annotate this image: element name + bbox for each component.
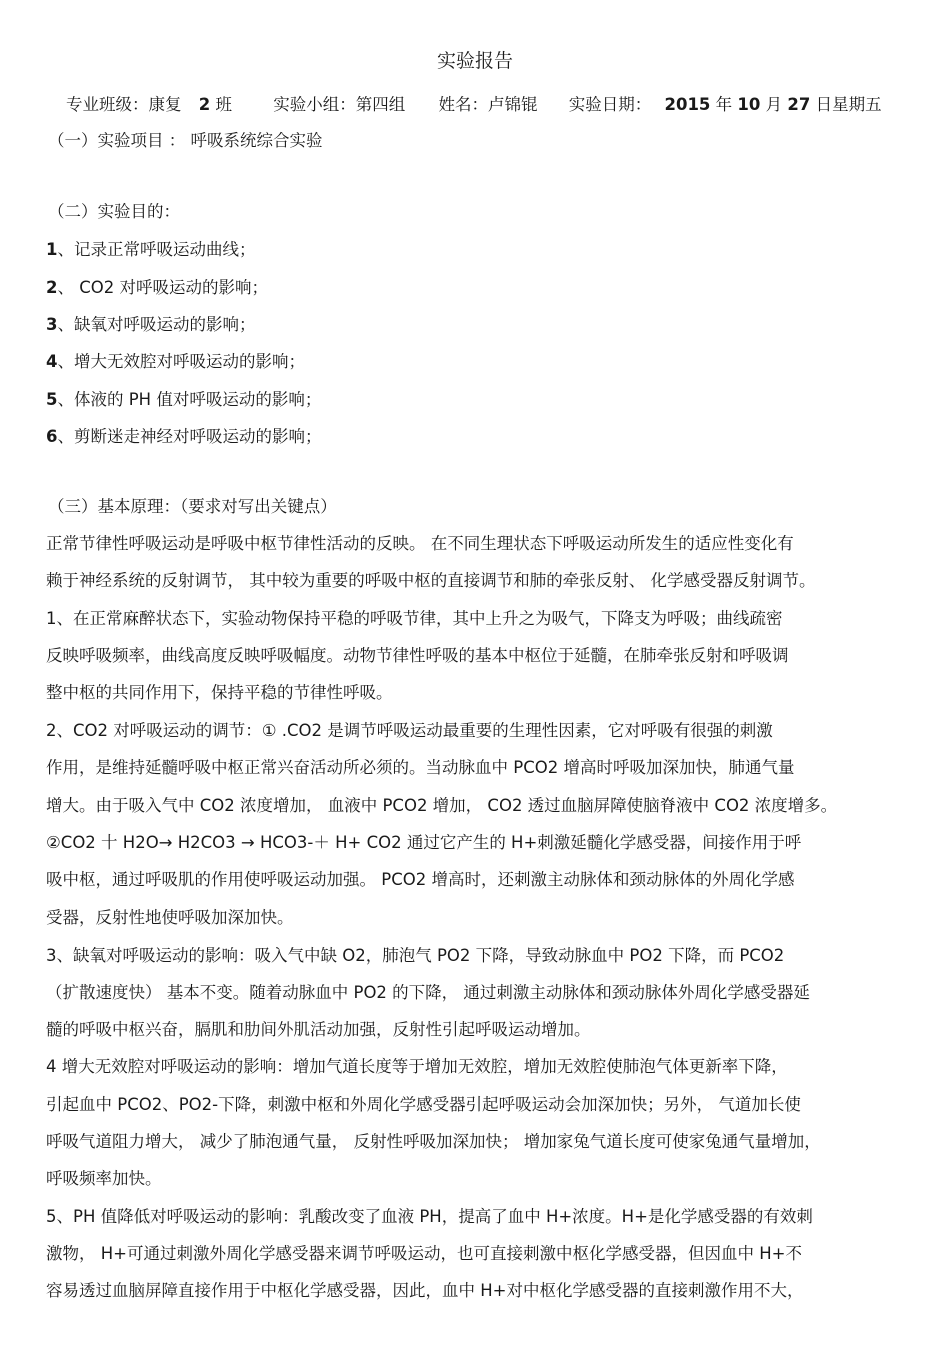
body-line: 髓的呼吸中枢兴奋，膈肌和肋间外肌活动加强，反射性引起呼吸运动增加。	[46, 1020, 591, 1039]
section-heading-project: （一）实验项目 ： 呼吸系统综合实验	[48, 131, 323, 150]
aim-number: 5	[46, 390, 58, 409]
body-line: 吸中枢，通过呼吸肌的作用使呼吸运动加强。 PCO2 增高时，还刺激主动脉体和颈动脉体的外周化学感	[46, 870, 795, 889]
aim-item	[46, 426, 321, 448]
date-label: 实验日期：	[568, 95, 652, 114]
group-label: 实验小组：第四组	[273, 95, 406, 114]
body-line: 激物， H+可通过刺激外周化学感受器来调节呼吸运动，也可直接刺激中枢化学感受器，但因血中 H+不	[46, 1244, 802, 1263]
section-heading-principles: （三）基本原理：（要求对写出关键点）	[48, 497, 337, 516]
date-year: 2015	[664, 95, 711, 114]
date-month-suffix: 月	[765, 95, 783, 114]
body-line: 容易透过血脑屏障直接作用于中枢化学感受器，因此，血中 H+对中枢化学感受器的直接刺激作用不大，	[46, 1281, 804, 1300]
body-line: 呼吸频率加快。	[46, 1169, 162, 1188]
body-line: 反映呼吸频率，曲线高度反映呼吸幅度。动物节律性呼吸的基本中枢位于延髓，在肺牵张反射和呼吸调	[46, 646, 789, 665]
name-label: 姓名：卢锦锟	[438, 95, 538, 114]
aim-text: 、 CO2 对呼吸运动的影响；	[57, 278, 268, 297]
body-line: 受器，反射性地使呼吸加深加快。	[46, 908, 294, 927]
major-class-label: 专业班级：康复	[66, 95, 182, 114]
body-line: 作用，是维持延髓呼吸中枢正常兴奋活动所必须的。当动脉血中 PCO2 增高时呼吸加深加快，肺通气量	[46, 758, 795, 777]
aim-item	[46, 277, 268, 299]
aim-text: 、增大无效腔对呼吸运动的影响；	[57, 352, 305, 371]
body-line: 正常节律性呼吸运动是呼吸中枢节律性活动的反映。 在不同生理状态下呼吸运动所发生的适应性变化有	[46, 534, 794, 553]
body-line: 5、PH 值降低对呼吸运动的影响：乳酸改变了血液 PH，提高了血中 H+浓度。H+是化学感受器的有效刺	[46, 1207, 813, 1226]
class-suffix: 班	[215, 95, 232, 114]
aim-number: 6	[46, 427, 58, 446]
aim-number: 2	[46, 278, 58, 297]
body-line: 引起血中 PCO2、PO2-下降，刺激中枢和外周化学感受器引起呼吸运动会加深加快；另外， 气道加长使	[46, 1095, 801, 1114]
body-line: 1、在正常麻醉状态下，实验动物保持平稳的呼吸节律，其中上升之为吸气，下降支为呼吸；曲线疏密	[46, 609, 783, 628]
body-line: 2、CO2 对呼吸运动的调节：① .CO2 是调节呼吸运动最重要的生理性因素，它对呼吸有很强的刺激	[46, 721, 773, 740]
body-line: （扩散速度快） 基本不变。随着动脉血中 PO2 的下降， 通过刺激主动脉体和颈动脉体外周化学感受器延	[46, 983, 810, 1002]
document-title: 实验报告	[436, 50, 513, 72]
aim-number: 1	[46, 240, 58, 259]
aim-number: 3	[46, 315, 58, 334]
aim-item	[46, 351, 305, 373]
section-heading-aims: （二）实验目的：	[48, 202, 180, 221]
aim-number: 4	[46, 352, 58, 371]
body-line: 呼吸气道阻力增大， 减少了肺泡通气量， 反射性呼吸加深加快； 增加家兔气道长度可使家兔通气量增加，	[46, 1132, 821, 1151]
class-number: 2	[198, 95, 211, 114]
aim-text: 、剪断迷走神经对呼吸运动的影响；	[57, 427, 322, 446]
date-day: 27	[787, 95, 811, 114]
aim-item	[46, 314, 255, 336]
body-line: 3、缺氧对呼吸运动的影响：吸入气中缺 O2，肺泡气 PO2 下降，导致动脉血中 PO2 下降，而 PCO2	[46, 946, 785, 965]
body-line: 增大。由于吸入气中 CO2 浓度增加， 血液中 PCO2 增加， CO2 透过血脑屏障使脑脊液中 CO2 浓度增多。	[46, 796, 838, 815]
aim-text: 、体液的 PH 值对呼吸运动的影响；	[57, 390, 322, 409]
date-month: 10	[737, 95, 761, 114]
body-line: ②CO2 十 H2O→ H2CO3 → HCO3-＋ H+ CO2 通过它产生的 H+刺激延髓化学感受器，间接作用于呼	[46, 833, 802, 852]
aim-item	[46, 239, 255, 261]
body-line: 赖于神经系统的反射调节， 其中较为重要的呼吸中枢的直接调节和肺的牵张反射、 化学感受器反射调节。	[46, 571, 816, 590]
report-header-info	[66, 94, 882, 116]
aim-text: 、缺氧对呼吸运动的影响；	[57, 315, 256, 334]
date-year-suffix: 年	[715, 95, 733, 114]
aim-item	[46, 389, 321, 411]
aim-text: 、记录正常呼吸运动曲线；	[57, 240, 256, 259]
body-line: 整中枢的共同作用下，保持平稳的节律性呼吸。	[46, 683, 393, 702]
body-line: 4 增大无效腔对呼吸运动的影响：增加气道长度等于增加无效腔，增加无效腔使肺泡气体更新率下降，	[46, 1057, 788, 1076]
date-day-suffix: 日星期五	[815, 95, 882, 114]
